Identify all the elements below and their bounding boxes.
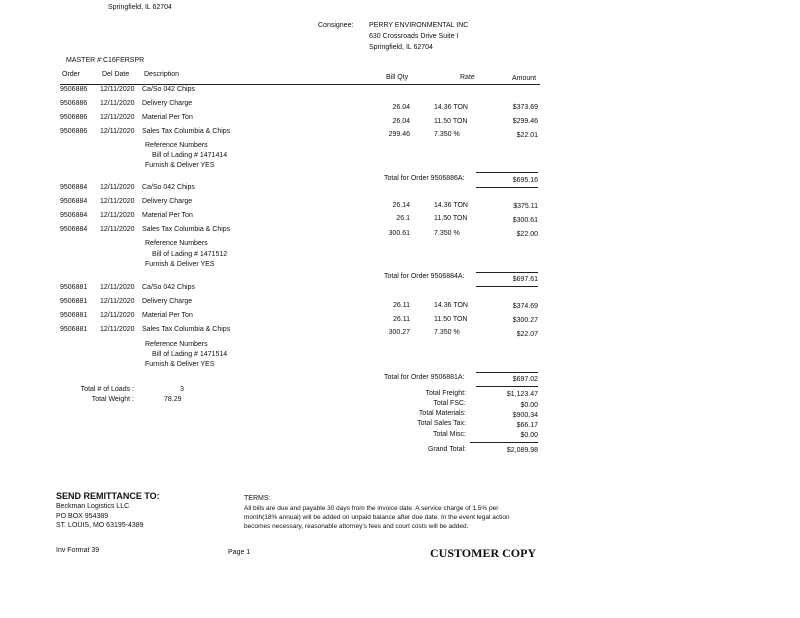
grand-total-rule (470, 442, 538, 443)
line-qty: 26.04 (392, 118, 410, 125)
line-rate: 7.350 % (434, 329, 460, 336)
line-desc: Material Per Ton (142, 114, 193, 121)
subtotal-underline (476, 187, 538, 188)
line-amount: $300.61 (512, 217, 538, 224)
order-total-label: Total for Order 9506886A: (384, 175, 465, 182)
line-order: 9506886 (60, 100, 88, 107)
order-total-label: Total for Order 9506884A: (384, 273, 465, 280)
line-desc: Sales Tax Columbia & Chips (142, 326, 231, 333)
remittance-line1: Beckman Logistics LLC (56, 503, 130, 510)
terms-line3: becomes necessary, reasonable attorney's fees and court costs will be added. (244, 523, 469, 530)
line-qty: 300.27 (388, 329, 410, 336)
header-rule (60, 84, 540, 85)
page-number: Page 1 (228, 549, 251, 556)
line-order: 9506886 (60, 128, 88, 135)
order-total-value: $695.16 (512, 177, 538, 184)
line-qty: 26.14 (392, 202, 410, 209)
consignee-line1: 630 Crossroads Drive Suite I (369, 33, 459, 40)
reference-numbers-title: Reference Numbers (145, 142, 208, 149)
terms-line1: All bills are due and payable 30 days from the invoice date. A service charge of 1.5% per (244, 505, 499, 512)
line-order: 9506881 (60, 326, 88, 333)
line-order: 9506884 (60, 226, 88, 233)
line-rate: 11.50 TON (434, 316, 468, 323)
line-amount: $299.46 (512, 118, 538, 125)
customer-copy-label: CUSTOMER COPY (430, 546, 537, 560)
line-desc: Delivery Charge (142, 100, 193, 107)
line-desc: Sales Tax Columbia & Chips (142, 128, 231, 135)
line-order: 9506881 (60, 312, 88, 319)
line-qty: 26.04 (392, 104, 410, 111)
order-total-value: $697.02 (512, 376, 538, 383)
line-qty: 26.11 (393, 316, 410, 323)
remittance-line2: PO BOX 954389 (56, 513, 109, 520)
line-desc: Material Per Ton (142, 212, 193, 219)
line-rate: 11.50 TON (434, 215, 468, 222)
line-date: 12/11/2020 (100, 298, 135, 305)
line-qty: 26.11 (393, 302, 410, 309)
summary-label-fsc: Total FSC: (433, 400, 466, 407)
line-rate: 7.350 % (434, 230, 460, 237)
group-header-order: 9506884 (60, 184, 88, 191)
summary-value-fsc: $0.00 (520, 402, 538, 409)
consignee-name: PERRY ENVIRONMENTAL INC (369, 22, 469, 29)
reference-numbers-title: Reference Numbers (145, 341, 208, 348)
bill-of-lading: Bill of Lading # 1471512 (152, 251, 228, 258)
line-rate: 14.36 TON (434, 104, 468, 111)
summary-value-grand-total: $2,089.98 (506, 447, 538, 454)
subtotal-underline (476, 286, 538, 287)
summary-value-sales-tax: $66.17 (516, 422, 538, 429)
line-rate: 14.36 TON (434, 202, 468, 209)
line-date: 12/11/2020 (100, 226, 135, 233)
invoice-format: Inv Format 39 (56, 547, 100, 554)
line-date: 12/11/2020 (100, 114, 135, 121)
line-amount: $22.01 (516, 132, 538, 139)
total-loads-value: 3 (180, 386, 184, 393)
terms-line2: month(18% annual) will be added on unpaid balance after due date. In the event legal action (244, 514, 510, 521)
summary-value-freight: $1,123.47 (506, 391, 538, 398)
subtotal-underline (476, 386, 538, 387)
consignee-label: Consignee: (318, 22, 354, 29)
header-description: Description (144, 71, 180, 78)
line-amount: $22.07 (516, 331, 538, 338)
line-desc: Material Per Ton (142, 312, 193, 319)
line-order: 9506884 (60, 198, 88, 205)
summary-label-materials: Total Materials: (418, 410, 466, 417)
line-amount: $22.00 (516, 231, 538, 238)
group-header-desc: Ca/So 042 Chips (142, 86, 195, 93)
master-number: MASTER #:C16FERSPR (66, 57, 145, 64)
header-rate: Rate (460, 74, 475, 81)
consignee-line2: Springfield, IL 62704 (369, 44, 433, 51)
total-weight-value: 78.29 (164, 396, 182, 403)
furnish-deliver: Furnish & Deliver YES (145, 261, 215, 268)
line-date: 12/11/2020 (100, 100, 135, 107)
line-desc: Sales Tax Columbia & Chips (142, 226, 231, 233)
group-header-date: 12/11/2020 (100, 184, 135, 191)
summary-label-sales-tax: Total Sales Tax: (417, 420, 466, 427)
furnish-deliver: Furnish & Deliver YES (145, 361, 215, 368)
line-date: 12/11/2020 (100, 212, 135, 219)
remittance-line3: ST. LOUIS, MO 63195-4389 (56, 522, 144, 529)
summary-value-misc: $0.00 (520, 432, 538, 439)
group-header-desc: Ca/So 042 Chips (142, 284, 195, 291)
line-qty: 300.61 (388, 230, 410, 237)
top-address: Springfield, IL 62704 (108, 4, 172, 11)
summary-label-grand-total: Grand Total: (427, 446, 466, 453)
line-rate: 14.36 TON (434, 302, 468, 309)
line-rate: 7.350 % (434, 131, 460, 138)
bill-of-lading: Bill of Lading # 1471514 (152, 351, 228, 358)
summary-label-freight: Total Freight: (425, 390, 466, 397)
group-header-order: 9506886 (60, 86, 88, 93)
subtotal-rule (476, 172, 538, 173)
terms-title: TERMS: (244, 495, 271, 502)
group-header-date: 12/11/2020 (100, 86, 135, 93)
furnish-deliver: Furnish & Deliver YES (145, 162, 215, 169)
total-loads-label: Total # of Loads : (80, 386, 134, 393)
group-header-desc: Ca/So 042 Chips (142, 184, 195, 191)
header-amount: Amount (512, 75, 537, 82)
summary-label-misc: Total Misc: (432, 431, 466, 438)
bill-of-lading: Bill of Lading # 1471414 (152, 152, 228, 159)
line-amount: $374.69 (512, 303, 538, 310)
order-total-label: Total for Order 9506881A: (384, 374, 465, 381)
subtotal-rule (476, 272, 538, 273)
line-date: 12/11/2020 (100, 198, 135, 205)
line-order: 9506884 (60, 212, 88, 219)
reference-numbers-title: Reference Numbers (145, 240, 208, 247)
line-amount: $300.27 (512, 317, 538, 324)
total-weight-label: Total Weight : (91, 396, 134, 403)
subtotal-rule (476, 372, 538, 373)
line-order: 9506881 (60, 298, 88, 305)
line-order: 9506886 (60, 114, 88, 121)
header-order: Order (62, 71, 80, 78)
line-qty: 299.46 (388, 131, 410, 138)
line-rate: 11.50 TON (434, 118, 468, 125)
line-qty: 26.1 (396, 215, 410, 222)
remittance-title: SEND REMITTANCE TO: (56, 491, 160, 501)
line-date: 12/11/2020 (100, 312, 135, 319)
order-total-value: $697.61 (512, 276, 538, 283)
line-date: 12/11/2020 (100, 128, 135, 135)
line-amount: $375.11 (513, 203, 538, 210)
header-del-date: Del Date (102, 71, 130, 78)
line-desc: Delivery Charge (142, 298, 193, 305)
line-desc: Delivery Charge (142, 198, 193, 205)
header-bill-qty: Bill Qty (386, 74, 409, 81)
line-amount: $373.69 (512, 104, 538, 111)
group-header-order: 9506881 (60, 284, 88, 291)
line-date: 12/11/2020 (100, 326, 135, 333)
summary-value-materials: $900.34 (512, 412, 538, 419)
group-header-date: 12/11/2020 (100, 284, 135, 291)
